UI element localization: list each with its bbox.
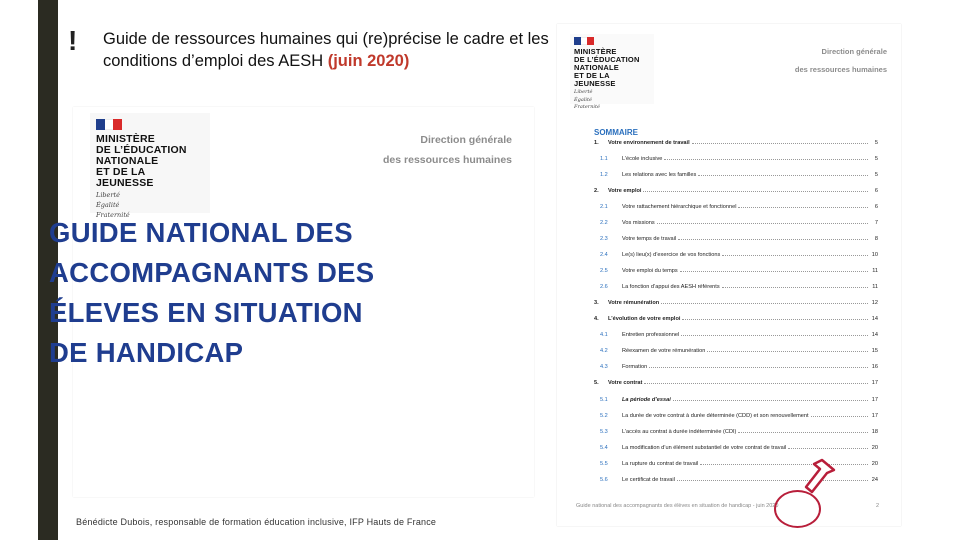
toc-entry-label: La fonction d’appui des AESH référents [622, 284, 720, 290]
toc-entry-number: 5.3 [600, 429, 608, 435]
toc-entry-label: La modification d’un élément substantiel de votre contrat de travail [622, 445, 787, 451]
toc-entry [594, 188, 878, 198]
summary-page-image [557, 24, 901, 526]
toc-entry-page: 5 [874, 140, 878, 146]
toc-entry-label: La durée de votre contrat à durée déterminée (CDD) et son renouvellement [622, 413, 809, 419]
guide-title-line: ÉLEVES EN SITUATION [49, 297, 363, 328]
toc-entry [594, 204, 878, 214]
toc-entry-page: 16 [871, 364, 878, 370]
toc-entry [594, 364, 878, 374]
toc-entry-page: 15 [871, 348, 878, 354]
flag-icon [574, 37, 594, 45]
guide-title [49, 213, 374, 373]
toc-entry [594, 348, 878, 358]
toc-leader-dots [657, 223, 868, 224]
toc-entry-page: 20 [871, 445, 878, 451]
toc-entry [594, 445, 878, 455]
motto-line: Liberté [574, 89, 593, 95]
toc-entry-label: L’accès au contrat à durée indéterminée (CDI) [622, 429, 737, 435]
bullet-mark: ! [68, 25, 78, 56]
toc-leader-dots [707, 351, 868, 352]
motto-line: Égalité [574, 96, 592, 103]
toc-entry-page: 17 [871, 397, 878, 403]
direction-label: Direction générale [821, 47, 887, 56]
department-label: des ressources humaines [794, 65, 887, 74]
toc-entry-page: 14 [871, 332, 878, 338]
toc-leader-dots [678, 239, 868, 240]
toc-entry-page: 18 [871, 429, 878, 435]
toc-entry-number: 4.1 [600, 332, 608, 338]
toc-entry-number: 3. [594, 300, 599, 306]
toc-leader-dots [649, 367, 868, 368]
toc-entry-page: 14 [871, 316, 878, 322]
toc-entry-page: 12 [871, 300, 878, 306]
toc-entry-number: 2.3 [600, 236, 608, 242]
toc-entry-number: 2.4 [600, 252, 608, 258]
page-number: 2 [875, 503, 879, 509]
toc-entry-page: 10 [871, 252, 878, 258]
page-footer: Guide national des accompagnants des élèves en situation de handicap - juin 2020 [576, 503, 779, 509]
toc-entry-page: 24 [871, 477, 878, 483]
toc-entry-number: 2.1 [600, 204, 608, 210]
toc-entry-page: 5 [874, 156, 878, 162]
slide-title [103, 29, 553, 72]
toc-entry-number: 4. [594, 316, 599, 322]
toc-leader-dots [644, 383, 868, 384]
ministry-line: MINISTÈRE [574, 47, 617, 56]
toc-entry-page: 8 [874, 236, 878, 242]
toc-entry-page: 20 [871, 461, 878, 467]
toc-entry-number: 2.5 [600, 268, 608, 274]
ministry-line: DE L’ÉDUCATION [574, 55, 640, 64]
department-label: des ressources humaines [383, 154, 512, 166]
toc-entry-page: 7 [874, 220, 878, 226]
toc-leader-dots [700, 464, 868, 465]
toc-entry-label: Votre contrat [608, 380, 643, 386]
toc-entry-page: 17 [871, 380, 878, 386]
toc-entry [594, 284, 878, 294]
toc-entry-label: Formation [622, 364, 648, 370]
summary-heading: SOMMAIRE [594, 128, 638, 137]
toc-entry [594, 316, 878, 326]
toc-entry-number: 5.6 [600, 477, 608, 483]
toc-entry-page: 11 [872, 268, 878, 274]
toc-entry-page: 6 [874, 188, 878, 194]
toc-entry-label: L’école inclusive [622, 156, 663, 162]
toc-entry-number: 1. [594, 140, 599, 146]
ministry-line: NATIONALE [574, 63, 619, 72]
toc-leader-dots [738, 207, 868, 208]
toc-entry [594, 397, 878, 407]
toc-entry-label: La rupture du contrat de travail [622, 461, 699, 467]
direction-label: Direction générale [420, 134, 512, 146]
toc-entry-page: 5 [874, 172, 878, 178]
toc-entry-number: 1.2 [600, 172, 608, 178]
toc-leader-dots [811, 416, 868, 417]
highlight-circle [774, 490, 821, 528]
toc-entry [594, 268, 878, 278]
toc-entry-label: Les relations avec les familles [622, 172, 697, 178]
toc-entry-label: Le certificat de travail [622, 477, 675, 483]
toc-entry-number: 1.1 [600, 156, 608, 162]
author-caption: Bénédicte Dubois, responsable de formation éducation inclusive, IFP Hauts de France [76, 517, 437, 527]
toc-leader-dots [738, 432, 868, 433]
toc-entry-number: 5. [594, 380, 599, 386]
toc-entry-label: Votre rattachement hiérarchique et fonctionnel [622, 204, 737, 210]
toc-leader-dots [698, 175, 868, 176]
motto-line: Fraternité [96, 211, 130, 219]
toc-leader-dots [643, 191, 868, 192]
toc-entry-label: Entretien professionnel [622, 332, 680, 338]
direction-header [383, 130, 512, 170]
toc-entry-number: 5.4 [600, 445, 608, 451]
ministry-line: DE L’ÉDUCATION [96, 144, 187, 156]
toc-entry [594, 220, 878, 230]
motto-line: Fraternité [574, 104, 600, 110]
toc-entry-number: 5.5 [600, 461, 608, 467]
ministry-logo [570, 34, 654, 110]
toc-entry-number: 4.3 [600, 364, 608, 370]
direction-header [795, 43, 887, 79]
toc-leader-dots [722, 287, 868, 288]
title-date: (juin 2020) [327, 51, 410, 70]
toc-entry-label: Vos missions [622, 220, 655, 226]
toc-leader-dots [680, 271, 868, 272]
toc-entry-label: Votre rémunération [608, 300, 660, 306]
toc-entry [594, 429, 878, 439]
toc-entry-label: L’évolution de votre emploi [608, 316, 681, 322]
guide-title-line: ACCOMPAGNANTS DES [49, 257, 375, 288]
toc-leader-dots [692, 143, 868, 144]
toc-leader-dots [682, 319, 868, 320]
toc-entry-label: Votre emploi du temps [622, 268, 678, 274]
motto-line: Égalité [96, 201, 120, 209]
ministry-line: NATIONALE [96, 155, 159, 167]
toc-leader-dots [681, 335, 868, 336]
motto-line: Liberté [96, 191, 120, 199]
guide-title-line: GUIDE NATIONAL DES [49, 217, 353, 248]
toc-leader-dots [661, 303, 868, 304]
toc-leader-dots [722, 255, 868, 256]
toc-entry [594, 156, 878, 166]
toc-entry-number: 2. [594, 188, 599, 194]
toc-entry [594, 236, 878, 246]
ministry-line: MINISTÈRE [96, 133, 155, 145]
toc-entry [594, 300, 878, 310]
toc-entry [594, 413, 878, 423]
toc-entry-label: Votre temps de travail [622, 236, 677, 242]
toc-entry [594, 172, 878, 182]
toc-entry-label: Votre environnement de travail [608, 140, 690, 146]
toc-entry-number: 2.6 [600, 284, 608, 290]
toc-entry [594, 332, 878, 342]
title-main: Guide de ressources humaines qui (re)précise le cadre et les conditions d’emploi des AESH [103, 30, 549, 70]
toc-entry-number: 2.2 [600, 220, 608, 226]
toc-entry-page: 11 [872, 284, 878, 290]
toc-entry-page: 17 [871, 413, 878, 419]
toc-entry [594, 252, 878, 262]
toc-entry-label: La période d’essai [622, 397, 671, 403]
toc-entry-label: Votre emploi [608, 188, 642, 194]
ministry-line: ET DE LA JEUNESSE [96, 166, 154, 189]
toc-leader-dots [673, 400, 868, 401]
flag-icon [96, 119, 122, 130]
toc-entry-label: Réexamen de votre rémunération [622, 348, 706, 354]
toc-entry-number: 5.1 [600, 397, 608, 403]
toc-entry-number: 4.2 [600, 348, 608, 354]
toc-entry-number: 5.2 [600, 413, 608, 419]
toc-entry-label: Le(s) lieu(x) d’exercice de vos fonctions [622, 252, 721, 258]
toc-entry [594, 140, 878, 150]
ministry-logo [90, 113, 210, 219]
ministry-line: ET DE LA JEUNESSE [574, 71, 616, 88]
toc-leader-dots [664, 159, 868, 160]
toc-entry-page: 6 [874, 204, 878, 210]
guide-title-line: DE HANDICAP [49, 337, 244, 368]
toc-entry [594, 380, 878, 390]
toc-leader-dots [788, 448, 868, 449]
